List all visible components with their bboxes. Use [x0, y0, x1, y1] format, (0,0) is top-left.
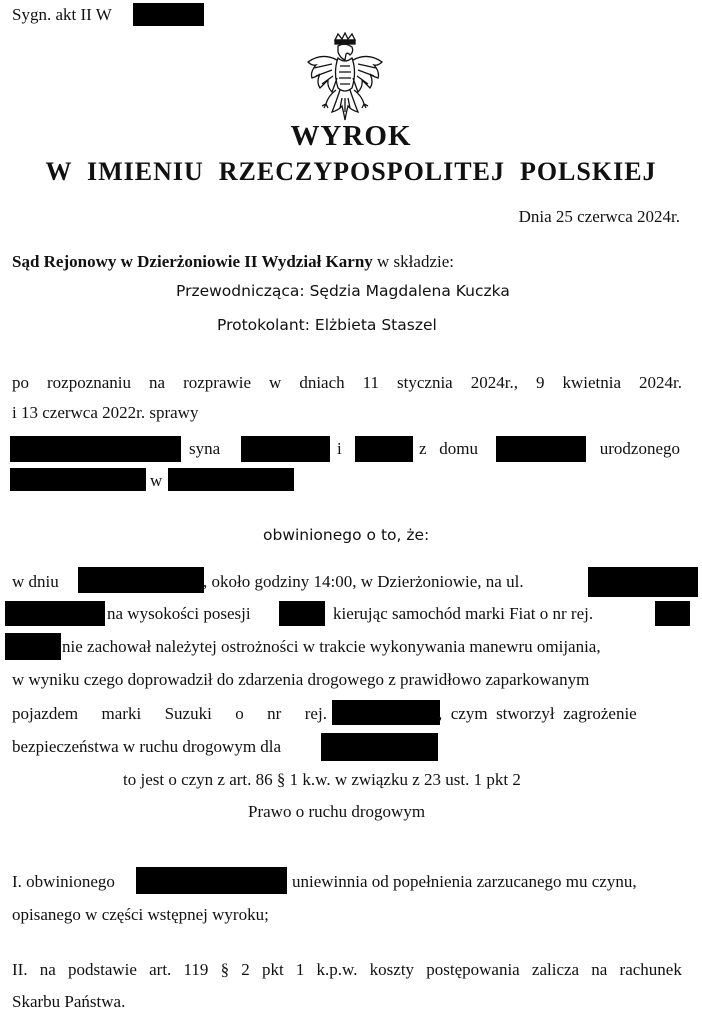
charge-line-3: nie zachował należytej ostrożności w trakcie wykonywania manewru omijania, [62, 637, 601, 656]
court-composition [12, 253, 454, 270]
word: dniach [299, 373, 345, 392]
word: 11 [362, 373, 380, 392]
word: postępowania [426, 960, 520, 979]
redacted-victim-name [321, 733, 438, 761]
label-w: w [150, 471, 163, 490]
word: rej. [304, 704, 327, 723]
redacted-case-number [133, 3, 204, 26]
verdict-point-2 [12, 961, 682, 978]
redacted-birth-date [10, 468, 146, 491]
redacted-birth-place [168, 468, 294, 491]
redacted-defendant-name-verdict [136, 867, 287, 894]
word: k.p.w. [316, 960, 358, 979]
verdict-date: Dnia 25 czerwca 2024r. [518, 207, 680, 226]
word: na [39, 960, 56, 979]
verdict-point-1c: opisanego w części wstępnej wyroku; [12, 905, 269, 924]
word: 2024r. [639, 373, 682, 392]
word: podstawie [68, 960, 137, 979]
word: koszty [369, 960, 415, 979]
charge-line-2b: kierując samochód marki Fiat o nr rej. [333, 604, 594, 623]
charge-heading: obwinionego o to, że: [263, 526, 430, 544]
legal-basis-line-1: to jest o czyn z art. 86 § 1 k.w. w związku z 23 ust. 1 pkt 2 [123, 770, 521, 789]
word: na [591, 960, 608, 979]
word: rozpoznaniu [47, 373, 132, 392]
word: kwietnia [562, 373, 622, 392]
word: 9 [535, 373, 545, 392]
redacted-street-cont [5, 601, 105, 626]
word: po [12, 373, 29, 392]
redacted-maiden-name [496, 436, 586, 462]
case-reference: Sygn. akt II W [12, 5, 112, 24]
redacted-mother-name [355, 436, 413, 462]
word: marki [101, 704, 142, 723]
word: rozprawie [183, 373, 252, 392]
proceedings-line-1 [12, 374, 682, 391]
label-urodzonego: urodzonego [599, 439, 680, 458]
court-clerk: Protokolant: Elżbieta Staszel [217, 316, 437, 334]
charge-line-4: w wyniku czego doprowadził do zdarzenia drogowego z prawidłowo zaparkowanym [12, 670, 590, 689]
proceedings-line-2: i 13 czerwca 2022r. sprawy [12, 403, 199, 422]
charge-line-2a: na wysokości posesji [107, 604, 251, 623]
word: pojazdem [12, 704, 79, 723]
redacted-house-number [279, 601, 325, 626]
verdict-point-1a: I. obwinionego [12, 872, 115, 891]
polish-eagle-emblem [302, 32, 388, 130]
word: 2 [241, 960, 250, 979]
redacted-incident-date [78, 567, 204, 593]
word: II. [12, 960, 28, 979]
verdict-point-2b: Skarbu Państwa. [12, 992, 126, 1011]
word: rachunek [619, 960, 682, 979]
word: § [220, 960, 230, 979]
word: 1 [295, 960, 305, 979]
word: nr [267, 704, 282, 723]
charge-line-1b: , około godziny 14:00, w Dzierżoniowie, na ul. [203, 572, 524, 591]
redacted-defendant-name [10, 436, 181, 462]
legal-basis-line-2: Prawo o ruchu drogowym [248, 802, 426, 821]
word: w [269, 373, 282, 392]
court-suffix: w składzie: [372, 252, 454, 271]
charge-line-1a: w dniu [12, 572, 59, 591]
label-z-domu: z domu [419, 439, 479, 458]
word: pkt [261, 960, 284, 979]
word: 2024r., [470, 373, 518, 392]
redacted-plate-suzuki [332, 700, 440, 725]
redacted-father-name [241, 436, 330, 462]
word: Suzuki [164, 704, 212, 723]
word: stycznia [397, 373, 453, 392]
redacted-plate-fiat-cont [5, 633, 61, 660]
verdict-title: WYROK [290, 120, 412, 152]
redacted-plate-fiat [655, 601, 690, 626]
label-i: i [337, 439, 342, 458]
charge-line-6: bezpieczeństwa w ruchu drogowym dla [12, 737, 282, 756]
charge-line-5 [12, 705, 327, 722]
court-name: Sąd Rejonowy w Dzierżoniowie II Wydział Karny [12, 252, 373, 271]
word: zalicza [531, 960, 580, 979]
verdict-point-1b: uniewinnia od popełnienia zarzucanego mu czynu, [292, 872, 637, 891]
charge-line-5b: , czym stworzył zagrożenie [438, 704, 637, 723]
word: 119 [183, 960, 209, 979]
label-syna: syna [189, 439, 221, 458]
verdict-subtitle: W IMIENIU RZECZYPOSPOLITEJ POLSKIEJ [45, 157, 657, 186]
presiding-judge: Przewodnicząca: Sędzia Magdalena Kuczka [176, 282, 510, 300]
word: o [235, 704, 244, 723]
word: art. [149, 960, 172, 979]
word: na [149, 373, 166, 392]
redacted-street [588, 567, 698, 597]
